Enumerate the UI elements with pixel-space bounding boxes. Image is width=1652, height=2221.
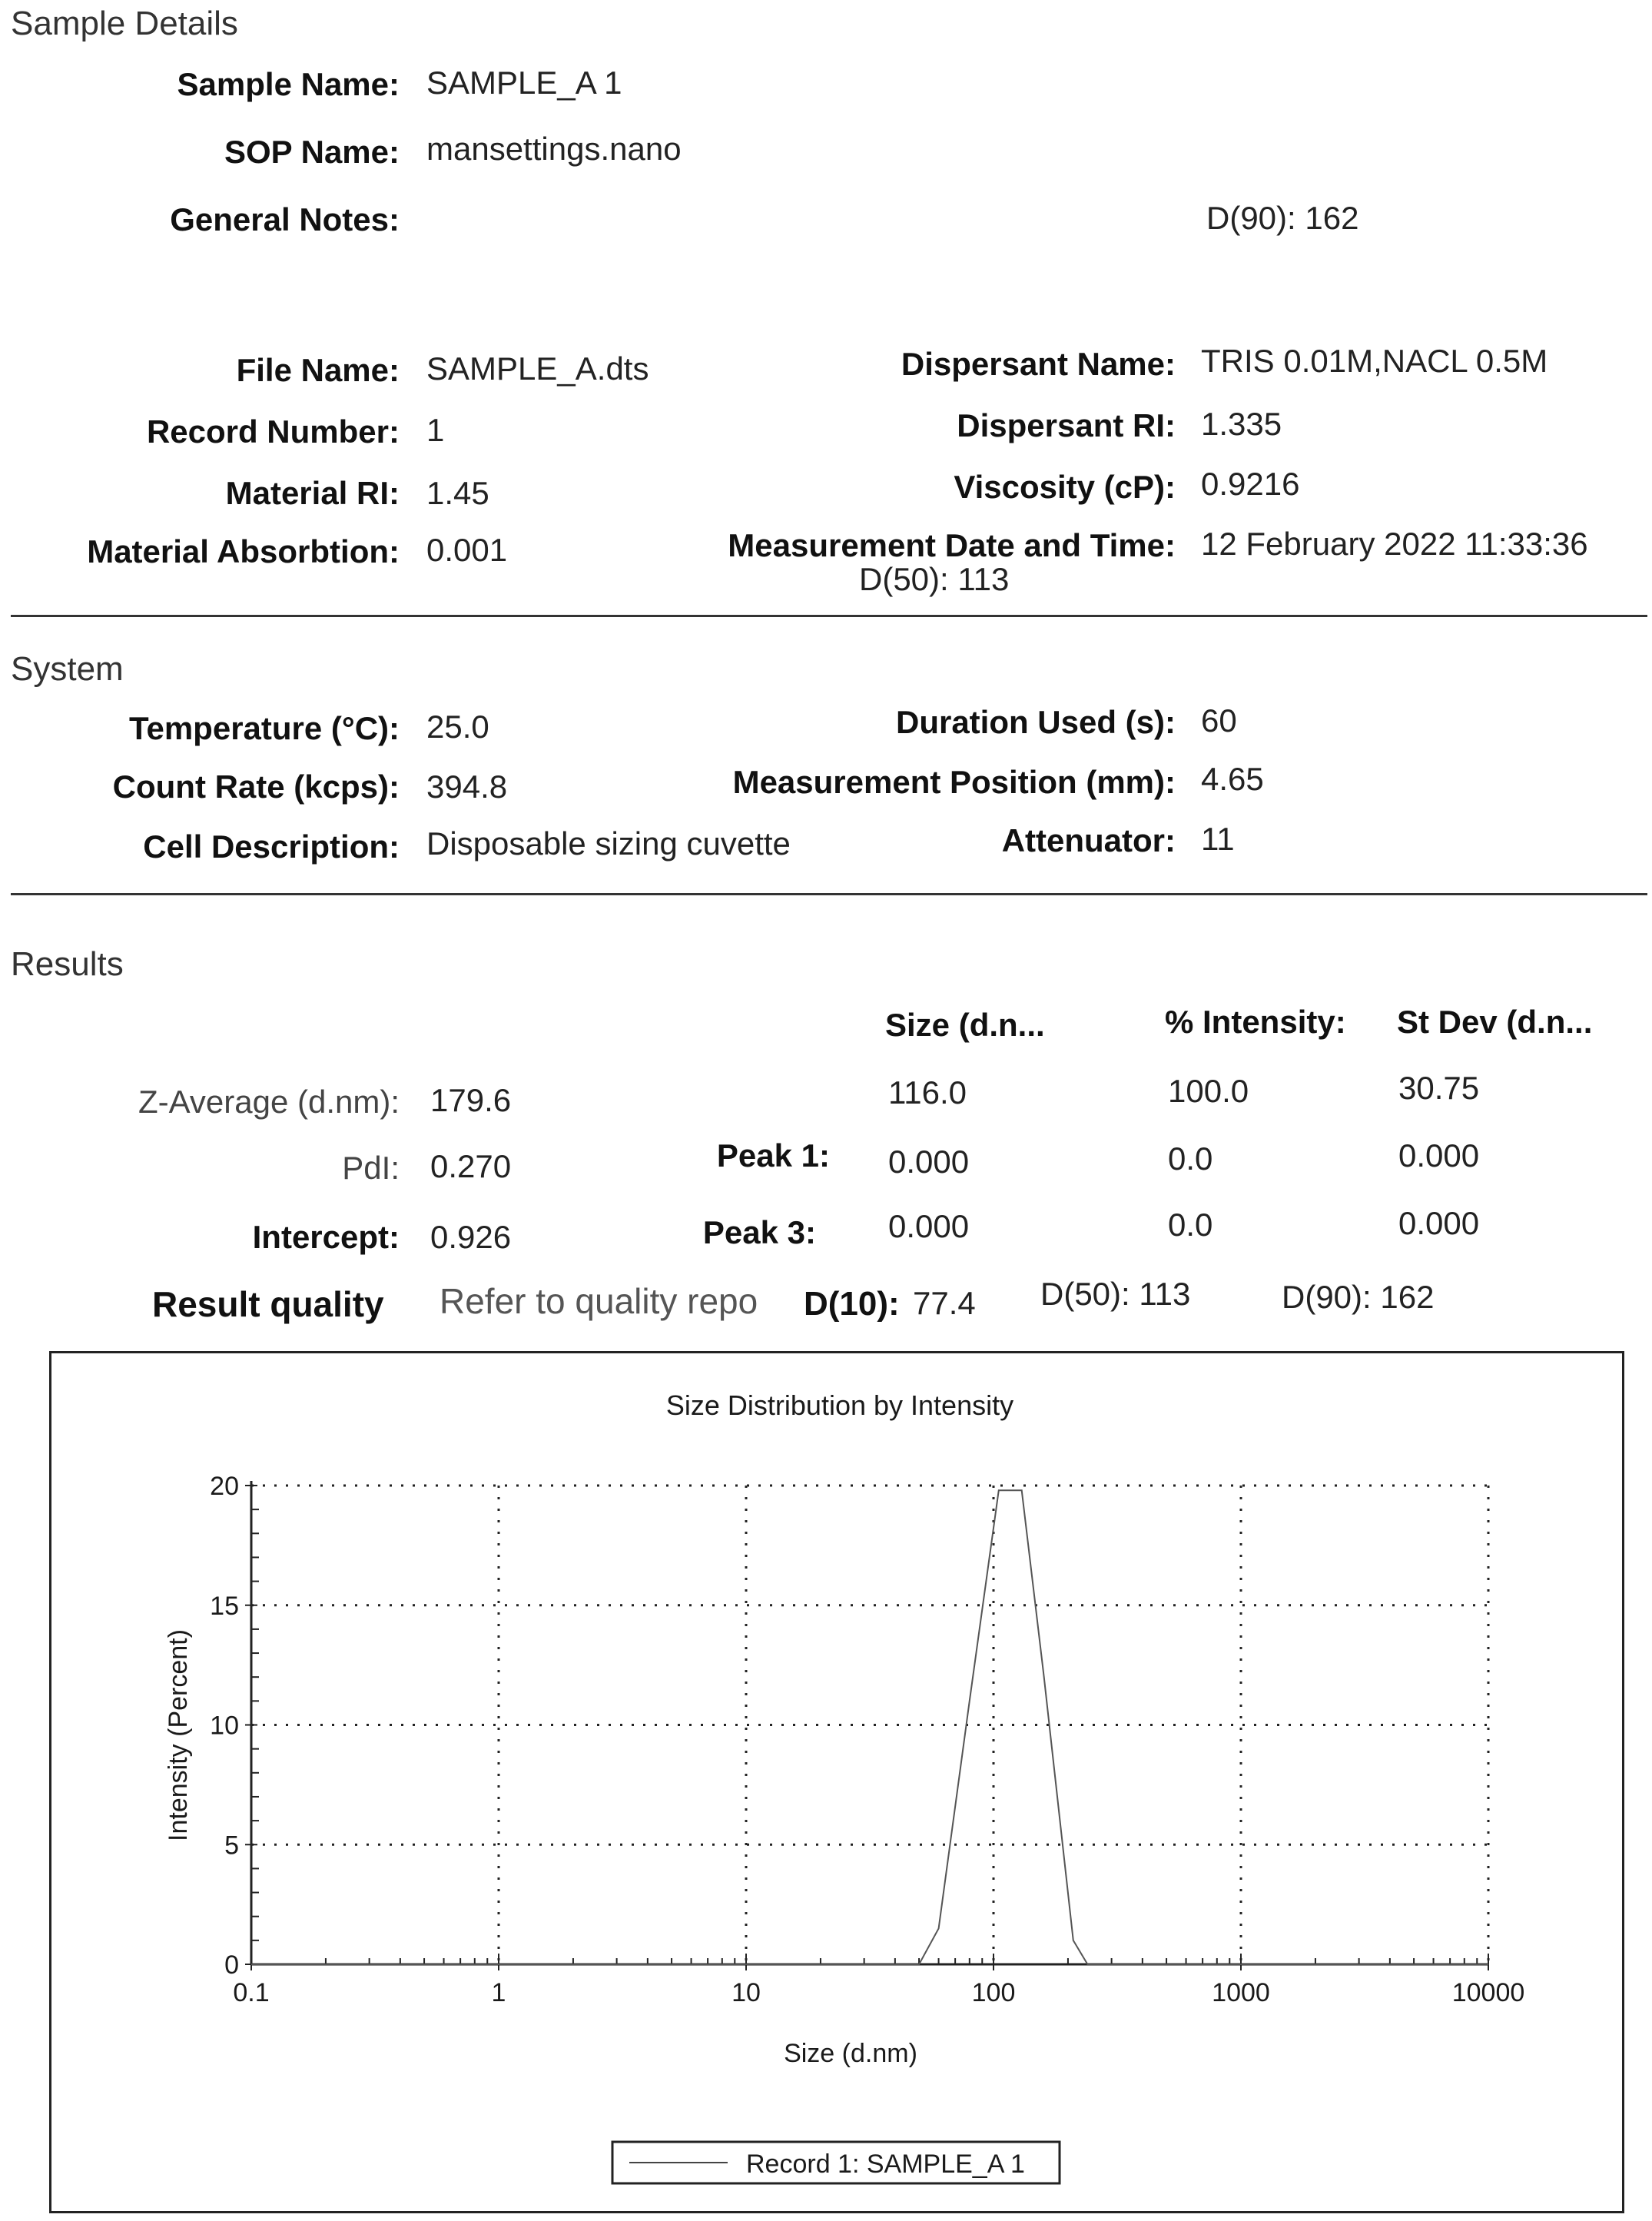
general-notes-value: D(90): 162 xyxy=(1206,200,1359,236)
intercept-value: 0.926 xyxy=(430,1219,512,1255)
measurement-position-label: Measurement Position (mm): xyxy=(732,764,1176,800)
x-tick-label-1000: 1000 xyxy=(1212,1978,1270,2007)
chart-ticks xyxy=(210,1472,1524,2007)
measurement-position-value: 4.65 xyxy=(1201,761,1264,797)
series-line-record-1 xyxy=(251,1490,1488,1964)
material-absorbtion-label: Material Absorbtion: xyxy=(87,533,400,569)
chart-grid xyxy=(251,1486,1488,1964)
row1-size: 116.0 xyxy=(888,1074,967,1110)
d50-overlay: D(50): 113 xyxy=(859,561,1010,597)
legend-label: Record 1: SAMPLE_A 1 xyxy=(746,2150,1025,2179)
file-name-label: File Name: xyxy=(236,352,400,388)
general-notes-label: General Notes: xyxy=(170,201,400,237)
attenuator-label: Attenuator: xyxy=(1001,822,1176,858)
row3-size: 0.000 xyxy=(888,1208,970,1244)
section-title-system: System xyxy=(11,650,124,688)
x-tick-label-10000: 10000 xyxy=(1451,1978,1525,2007)
row1-intensity: 100.0 xyxy=(1168,1073,1249,1109)
row2-stdev: 0.000 xyxy=(1398,1137,1480,1174)
row3-intensity: 0.0 xyxy=(1168,1207,1213,1243)
result-quality-label: Result quality xyxy=(152,1284,384,1324)
x-axis-label: Size (d.nm) xyxy=(784,2039,917,2068)
measurement-date-value: 12 February 2022 11:33:36 xyxy=(1201,526,1588,562)
d10-value: 77.4 xyxy=(913,1285,976,1321)
divider-2 xyxy=(11,893,1647,895)
measurement-date-label: Measurement Date and Time: xyxy=(728,527,1176,563)
pdi-value: 0.270 xyxy=(430,1148,512,1184)
pdi-label: PdI: xyxy=(342,1150,400,1186)
dispersant-name-label: Dispersant Name: xyxy=(901,346,1176,382)
x-tick-label-1: 1 xyxy=(491,1978,506,2007)
dispersant-name-value: TRIS 0.01M,NACL 0.5M xyxy=(1201,343,1548,379)
peak1-label: Peak 1: xyxy=(716,1137,830,1174)
material-ri-value: 1.45 xyxy=(426,475,489,511)
d50-value: D(50): 113 xyxy=(1040,1276,1191,1312)
dispersant-ri-label: Dispersant RI: xyxy=(957,407,1176,443)
x-tick-label-100: 100 xyxy=(971,1978,1016,2007)
file-name-value: SAMPLE_A.dts xyxy=(426,350,649,387)
viscosity-label: Viscosity (cP): xyxy=(954,469,1176,505)
y-axis-label: Intensity (Percent) xyxy=(164,1629,193,1841)
peak3-label: Peak 3: xyxy=(702,1214,816,1250)
x-tick-label-0.1: 0.1 xyxy=(233,1978,270,2007)
col-header-size: Size (d.n... xyxy=(885,1007,1045,1043)
chart-frame xyxy=(49,1351,1624,2213)
attenuator-value: 11 xyxy=(1201,821,1235,857)
material-ri-label: Material RI: xyxy=(225,475,400,511)
material-absorbtion-value: 0.001 xyxy=(426,532,508,568)
y-tick-label-0: 0 xyxy=(224,1950,239,1980)
cell-description-value: Disposable sizing cuvette xyxy=(426,825,791,862)
sop-name-label: SOP Name: xyxy=(224,134,400,170)
d90-value: D(90): 162 xyxy=(1282,1279,1435,1315)
y-tick-label-10: 10 xyxy=(210,1711,239,1741)
row3-stdev: 0.000 xyxy=(1398,1205,1480,1241)
duration-label: Duration Used (s): xyxy=(895,704,1176,740)
record-number-label: Record Number: xyxy=(146,413,400,450)
sample-name-label: Sample Name: xyxy=(177,66,400,102)
count-rate-value: 394.8 xyxy=(426,769,508,805)
dispersant-ri-value: 1.335 xyxy=(1201,406,1282,442)
z-average-label: Z-Average (d.nm): xyxy=(138,1084,400,1120)
y-tick-label-20: 20 xyxy=(210,1472,239,1501)
section-title-results: Results xyxy=(11,945,124,983)
count-rate-label: Count Rate (kcps): xyxy=(112,769,400,805)
d10-label: D(10): xyxy=(804,1285,900,1323)
divider-1 xyxy=(11,615,1647,617)
row2-intensity: 0.0 xyxy=(1168,1140,1213,1177)
row1-stdev: 30.75 xyxy=(1398,1070,1480,1106)
sop-name-value: mansettings.nano xyxy=(426,131,682,167)
y-tick-label-5: 5 xyxy=(224,1831,239,1861)
result-quality-value: Refer to quality repo xyxy=(440,1281,758,1321)
y-tick-label-15: 15 xyxy=(210,1591,239,1621)
cell-description-label: Cell Description: xyxy=(143,828,400,865)
x-tick-label-10: 10 xyxy=(731,1978,761,2007)
sample-name-value: SAMPLE_A 1 xyxy=(426,65,622,101)
temperature-value: 25.0 xyxy=(426,709,489,745)
z-average-value: 179.6 xyxy=(430,1082,512,1118)
duration-value: 60 xyxy=(1201,702,1237,739)
col-header-intensity: % Intensity: xyxy=(1165,1004,1346,1040)
record-number-value: 1 xyxy=(426,412,445,448)
size-distribution-chart xyxy=(51,1353,1622,2211)
viscosity-value: 0.9216 xyxy=(1201,466,1300,502)
chart-axes xyxy=(251,1481,1488,1964)
row2-size: 0.000 xyxy=(888,1144,970,1180)
section-title-sample-details: Sample Details xyxy=(11,5,238,42)
temperature-label: Temperature (°C): xyxy=(128,710,400,746)
legend xyxy=(612,2142,1060,2183)
chart-title: Size Distribution by Intensity xyxy=(665,1389,1014,1421)
intercept-label: Intercept: xyxy=(252,1219,400,1255)
chart-series xyxy=(251,1490,1488,1964)
col-header-stdev: St Dev (d.n... xyxy=(1397,1004,1593,1040)
